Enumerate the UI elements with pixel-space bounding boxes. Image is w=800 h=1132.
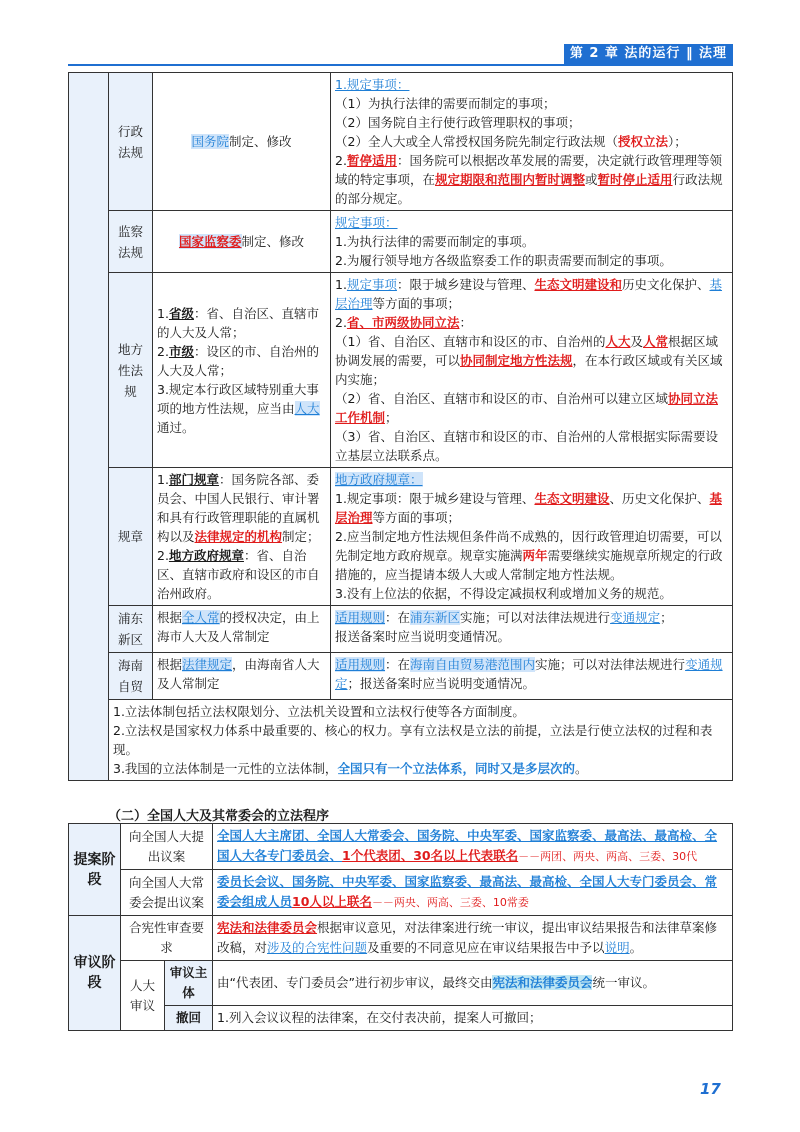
content-cell: 全国人大主席团、全国人大常委会、国务院、中央军委、国家监察委、最高法、最高检、全国人大各专门委员会、1个代表团、30名以上代表联名－－两团、两央、两高、三委、30代 (213, 824, 733, 870)
content-cell: 1.列入会议议程的法律案，在交付表决前，提案人可撤回； (213, 1006, 733, 1031)
content-cell: 宪法和法律委员会根据审议意见，对法律案进行统一审议，提出审议结果报告和法律草案修改稿，对涉及的合宪性问题及重要的不同意见应在审议结果报告中予以说明。 (213, 916, 733, 961)
maker-cell: 国家监察委制定、修改 (153, 211, 331, 273)
content-cell: 1.规定事项：限于城乡建设与管理、生态文明建设和历史文化保护、基层治理等方面的事项； 2.省、市两级协同立法： （1）省、自治区、直辖市和设区的市、自治州的人大及人常根据区域协调发展的需要，可以协同制定地方性法规，在本行政区域或有关区域内实施； （2）省、自治区、直辖市和设区的市、自治州可以建立区域协同立法工作机制； （3）省、自治区、直辖市和设区的市、自治州的人常根据实际需要设立基层立法联系点。 (331, 273, 733, 468)
content-cell: 地方政府规章： 1.规定事项：限于城乡建设与管理、生态文明建设、历史文化保护、基层治理等方面的事项； 2.应当制定地方性法规但条件尚不成熟的，因行政管理迫切需要，可以先制定地方政府规章。规章实施满两年需要继续实施规章所规定的行政措施的，应当提请本级人大或人常制定地方性法规。 3.没有上位法的依据，不得设定减损权利或增加义务的规范。 (331, 468, 733, 606)
chapter-tag: 第 2 章 法的运行 ‖ 法理 (564, 44, 733, 64)
row-label: 行政法规 (109, 73, 153, 211)
content-cell: 适用规则：在海南自由贸易港范围内实施；可以对法律法规进行变通规定；报送备案时应当说明变通情况。 (331, 653, 733, 700)
summary-cell: 1.立法体制包括立法权限划分、立法机关设置和立法权行使等各方面制度。 2.立法权是国家权力体系中最重要的、核心的权力。享有立法权是立法的前提，立法是行使立法权的过程和表现。 3.我国的立法体制是一元性的立法体制，全国只有一个立法体系，同时又是多层次的。 (109, 700, 733, 781)
content-cell: 适用规则：在浦东新区实施；可以对法律法规进行变通规定； 报送备案时应当说明变通情况。 (331, 606, 733, 653)
sub-constitutional-review: 合宪性审查要求 (121, 916, 213, 961)
summary-row (69, 700, 733, 781)
row-label: 海南自贸 (109, 653, 153, 700)
maker-cell: 根据法律规定，由海南省人大及人常制定 (153, 653, 331, 700)
header-rule (68, 64, 733, 66)
content-cell: 规定事项： 1.为执行法律的需要而制定的事项。 2.为履行领导地方各级监察委工作的职责需要而制定的事项。 (331, 211, 733, 273)
sub-npcsc-proposal: 向全国人大常委会提出议案 (121, 870, 213, 916)
row-propose-npc (69, 824, 733, 870)
stage-review: 审议阶段 (69, 916, 121, 1031)
row-review-withdraw (69, 1006, 733, 1031)
maker-cell: 国务院制定、修改 (153, 73, 331, 211)
sub-npc-proposal: 向全国人大提出议案 (121, 824, 213, 870)
stage-propose: 提案阶段 (69, 824, 121, 916)
maker-cell: 1.省级：省、自治区、直辖市的人大及人常； 2.市级：设区的市、自治州的人大及人常； 3.规定本行政区域特别重大事项的地方性法规，应当由人大通过。 (153, 273, 331, 468)
left-gutter (69, 73, 109, 781)
maker-cell: 1.部门规章：国务院各部、委员会、中国人民银行、审计署和具有行政管理职能的直属机构以及法律规定的机构制定； 2.地方政府规章：省、自治区、直辖市政府和设区的市自治州政府。 (153, 468, 331, 606)
row-label: 浦东新区 (109, 606, 153, 653)
content-cell: 委员长会议、国务院、中央军委、国家监察委、最高法、最高检、全国人大专门委员会、常委会组成人员10人以上联名－－两央、两高、三委、10常委 (213, 870, 733, 916)
row-label: 规章 (109, 468, 153, 606)
row-supervision-regulation (69, 211, 733, 273)
page-number: 17 (700, 1080, 721, 1098)
sub-npc-review: 人大审议 (121, 961, 165, 1031)
content-cell: 由“代表团、专门委员会”进行初步审议，最终交由宪法和法律委员会统一审议。 (213, 961, 733, 1006)
row-label: 监察法规 (109, 211, 153, 273)
row-hainan (69, 653, 733, 700)
content-cell: 1.规定事项： （1）为执行法律的需要而制定的事项； （2）国务院自主行使行政管理职权的事项； （2）全人大或全人常授权国务院先制定行政法规（授权立法）； 2.暂停适用：国务院可以根据改革发展的需要，决定就行政管理理等领域的特定事项，在规定期限和范围内暂时调整或暂时停止适用行政法规的部分规定。 (331, 73, 733, 211)
row-admin-regulation (69, 73, 733, 211)
row-propose-npcsc (69, 870, 733, 916)
row-review-subject (69, 961, 733, 1006)
row-pudong (69, 606, 733, 653)
row-local-regulation (69, 273, 733, 468)
withdraw-label: 撤回 (165, 1006, 213, 1031)
section-heading: （二）全国人大及其常委会的立法程序 (108, 809, 330, 824)
row-label: 地方性法规 (109, 273, 153, 468)
legislation-sources-table (68, 72, 733, 781)
legislative-procedure-table (68, 823, 733, 1031)
row-rules (69, 468, 733, 606)
row-review-constitutional (69, 916, 733, 961)
review-subject-label: 审议主体 (165, 961, 213, 1006)
maker-cell: 根据全人常的授权决定，由上海市人大及人常制定 (153, 606, 331, 653)
